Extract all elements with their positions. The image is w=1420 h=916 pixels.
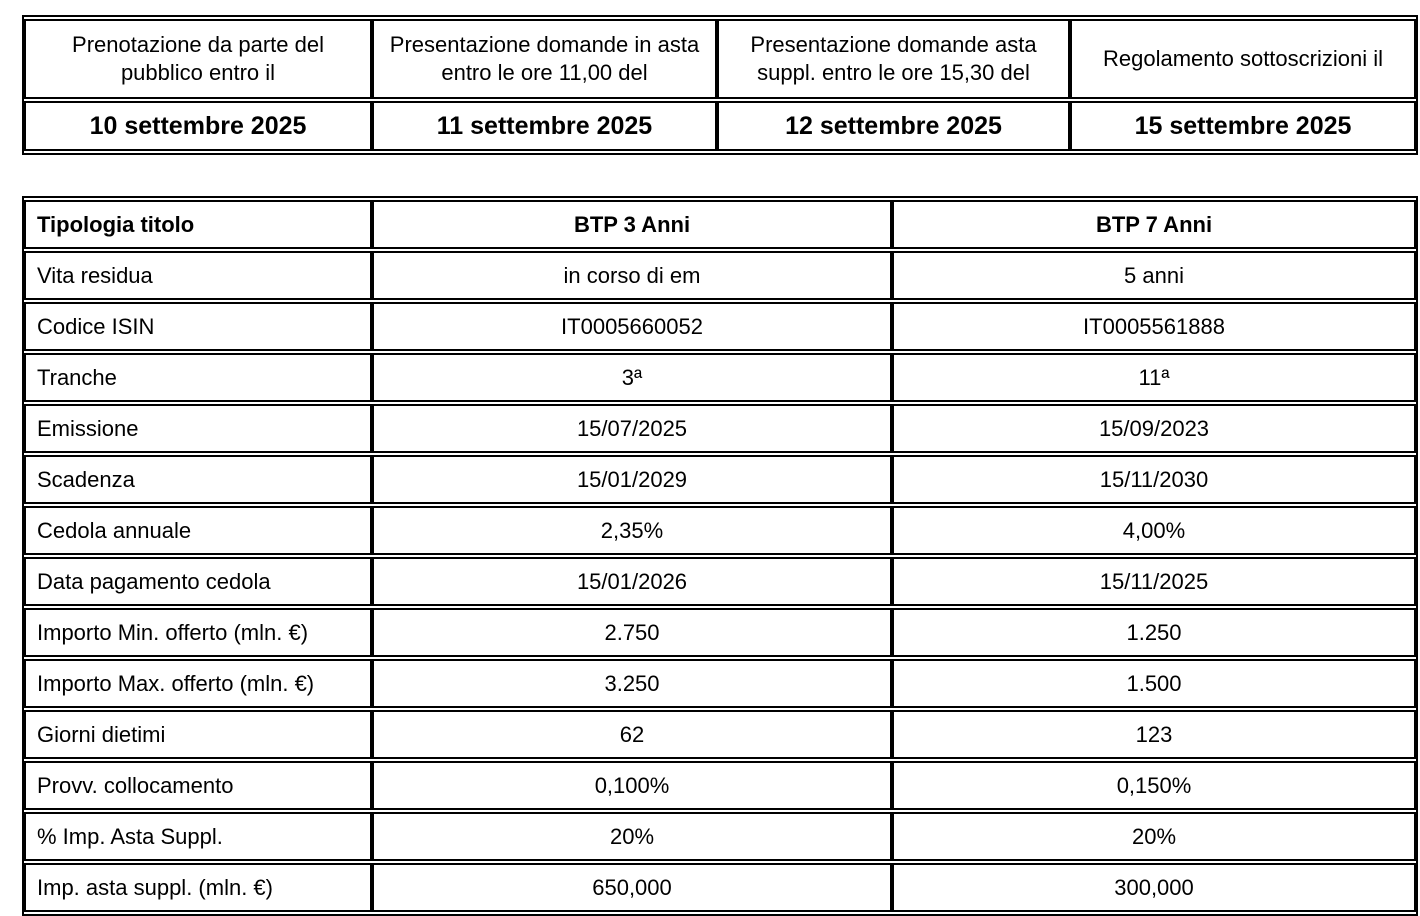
row-label: Cedola annuale (24, 506, 372, 555)
row-label: Codice ISIN (24, 302, 372, 351)
auction-schedule-table (22, 15, 1418, 155)
table-row-data-pagamento-cedola (24, 557, 1416, 606)
table-row-importo-max (24, 659, 1416, 708)
row-value-btp3: 15/01/2026 (372, 557, 892, 606)
table-row-codice-isin (24, 302, 1416, 351)
row-value-btp3-title: BTP 3 Anni (372, 200, 892, 249)
row-label: Giorni dietimi (24, 710, 372, 759)
row-label: Importo Min. offerto (mln. €) (24, 608, 372, 657)
row-label: Provv. collocamento (24, 761, 372, 810)
row-value-btp3: 2.750 (372, 608, 892, 657)
row-value-btp3: 0,100% (372, 761, 892, 810)
table-row-emissione (24, 404, 1416, 453)
row-value-btp7-title: BTP 7 Anni (892, 200, 1416, 249)
schedule-header-regolamento: Regolamento sottoscrizioni il (1070, 19, 1416, 99)
table-row-perc-imp-asta-suppl (24, 812, 1416, 861)
row-value-btp7: 1.250 (892, 608, 1416, 657)
schedule-dates-row (24, 101, 1416, 151)
table-row-tranche (24, 353, 1416, 402)
row-value-btp7: 123 (892, 710, 1416, 759)
row-value-btp3: 2,35% (372, 506, 892, 555)
row-value-btp7: 4,00% (892, 506, 1416, 555)
table-row-giorni-dietimi (24, 710, 1416, 759)
row-value-btp7: 11ª (892, 353, 1416, 402)
row-value-btp7: 0,150% (892, 761, 1416, 810)
securities-detail-table (22, 196, 1418, 916)
schedule-date-asta-suppl: 12 settembre 2025 (717, 101, 1070, 151)
row-value-btp3: 3.250 (372, 659, 892, 708)
row-value-btp3: 20% (372, 812, 892, 861)
row-label: % Imp. Asta Suppl. (24, 812, 372, 861)
table-row-scadenza (24, 455, 1416, 504)
table-row-imp-asta-suppl (24, 863, 1416, 912)
row-label: Data pagamento cedola (24, 557, 372, 606)
row-value-btp3: in corso di em (372, 251, 892, 300)
table-row-importo-min (24, 608, 1416, 657)
row-value-btp7: 1.500 (892, 659, 1416, 708)
row-label: Vita residua (24, 251, 372, 300)
row-label: Tranche (24, 353, 372, 402)
schedule-header-prenotazione: Prenotazione da parte del pubblico entro il (24, 19, 372, 99)
row-value-btp7: 15/11/2025 (892, 557, 1416, 606)
row-label-tipologia: Tipologia titolo (24, 200, 372, 249)
table-row-cedola-annuale (24, 506, 1416, 555)
row-value-btp7: 300,000 (892, 863, 1416, 912)
schedule-date-prenotazione: 10 settembre 2025 (24, 101, 372, 151)
row-value-btp7: 15/11/2030 (892, 455, 1416, 504)
row-value-btp3: 3ª (372, 353, 892, 402)
row-label: Emissione (24, 404, 372, 453)
row-value-btp3: 650,000 (372, 863, 892, 912)
schedule-header-row (24, 19, 1416, 99)
schedule-header-asta-suppl: Presentazione domande asta suppl. entro le ore 15,30 del (717, 19, 1070, 99)
row-value-btp3: 15/01/2029 (372, 455, 892, 504)
row-value-btp7: 5 anni (892, 251, 1416, 300)
row-value-btp3: 62 (372, 710, 892, 759)
row-value-btp7: 20% (892, 812, 1416, 861)
row-label: Scadenza (24, 455, 372, 504)
row-value-btp7: IT0005561888 (892, 302, 1416, 351)
row-value-btp3: IT0005660052 (372, 302, 892, 351)
row-label: Imp. asta suppl. (mln. €) (24, 863, 372, 912)
row-value-btp7: 15/09/2023 (892, 404, 1416, 453)
schedule-header-domande-asta: Presentazione domande in asta entro le ore 11,00 del (372, 19, 717, 99)
table-row-vita-residua (24, 251, 1416, 300)
table-row-tipologia (24, 200, 1416, 249)
row-label: Importo Max. offerto (mln. €) (24, 659, 372, 708)
row-value-btp3: 15/07/2025 (372, 404, 892, 453)
table-row-provv-collocamento (24, 761, 1416, 810)
schedule-date-domande-asta: 11 settembre 2025 (372, 101, 717, 151)
schedule-date-regolamento: 15 settembre 2025 (1070, 101, 1416, 151)
